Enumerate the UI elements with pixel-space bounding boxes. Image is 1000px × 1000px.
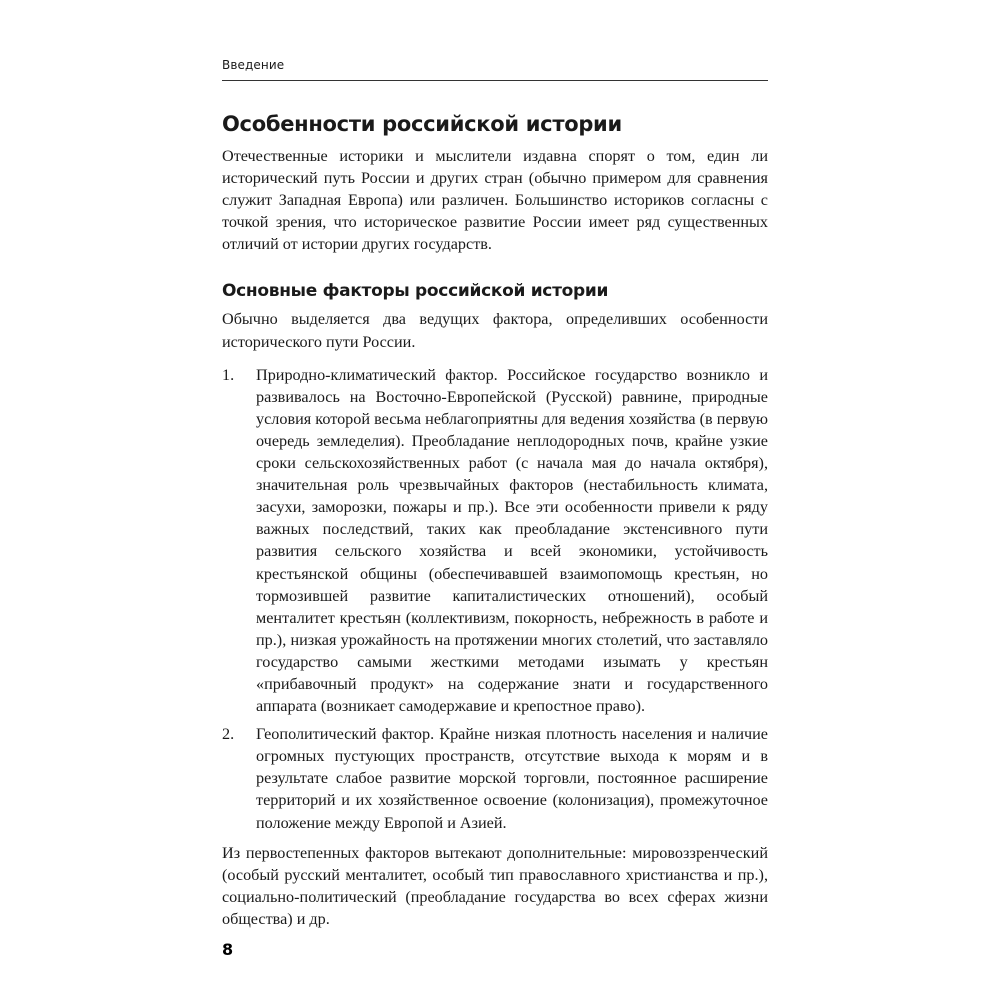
section-title: Особенности российской истории bbox=[222, 112, 622, 136]
running-head: Введение bbox=[222, 58, 768, 81]
page-number: 8 bbox=[222, 940, 234, 959]
list-item-text: Природно-климатический фактор. Российское государство возникло и развивалось на Восточно-Европейской (Русской) равнине, природные условия которой весьма неблагоприятны для ведения хозяйства (в первую очередь земледелия). Преобладание неплодородных почв, крайне узкие сроки сельскохозяйственных работ (с начала мая до начала октября), значительная роль чрезвычайных факторов (нестабильность климата, засухи, заморозки, пожары и пр.). Все эти особенности привели к ряду важных последствий, таких как преобладание экстенсивного пути развития сельского хозяйства и всей экономики, устойчивость крестьянской общины (обеспечивавшей взаимопомощь крестьян, но тормозившей развитие капиталистических отношений), особый менталитет крестьян (коллективизм, покорность, небрежность в работе и пр.), низкая урожайность на протяжении многих столетий, что заставляло государство самыми жесткими методами изымать у крестьян «прибавочный продукт» на содержание знати и государственного аппарата (возникает самодержавие и крепостное право). bbox=[256, 365, 768, 716]
section-intro-paragraph: Отечественные историки и мыслители издавна спорят о том, един ли исторический путь России и других стран (обычно примером для сравнения служит Западная Европа) или различен. Большинство историков согласны с точкой зрения, что историческое развитие России имеет ряд существенных отличий от истории других государств. bbox=[222, 147, 768, 254]
list-item-number: 1. bbox=[222, 365, 235, 384]
factors-list bbox=[222, 364, 768, 834]
conclusion-paragraph: Из первостепенных факторов вытекают дополнительные: мировоззренческий (особый русский менталитет, особый тип православного христианства и пр.), социально-политический (преобладание государства во всех сферах жизни общества) и др. bbox=[222, 843, 768, 928]
subsection-lead-paragraph: Обычно выделяется два ведущих фактора, определивших особенности исторического пути России. bbox=[222, 310, 768, 351]
list-item bbox=[222, 723, 768, 833]
book-page bbox=[222, 58, 768, 930]
subsection-title: Основные факторы российской истории bbox=[222, 281, 609, 302]
list-item-number: 2. bbox=[222, 725, 235, 744]
list-item-text: Геополитический фактор. Крайне низкая плотность населения и наличие огромных пустующих пространств, отсутствие выхода к морям и в результате слабое развитие морской торговли, постоянное расширение территорий и их хозяйственное освоение (колонизация), промежуточное положение между Европой и Азией. bbox=[256, 725, 768, 832]
list-item bbox=[222, 364, 768, 718]
